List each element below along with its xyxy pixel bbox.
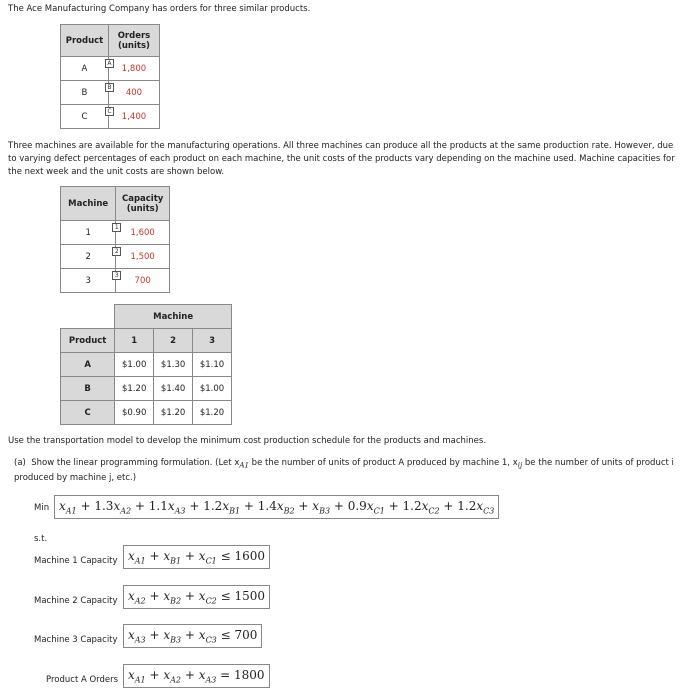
orders-header-orders: Orders (units): [108, 25, 159, 57]
capacity-value-cell: [116, 221, 170, 245]
orders-table: [60, 24, 160, 129]
orders-product-cell: A: [61, 57, 109, 81]
answer-box-icon[interactable]: 2: [112, 247, 121, 256]
table-row: [61, 269, 170, 293]
constraint-label: Machine 1 Capacity: [34, 556, 118, 566]
constraint-input[interactable]: [123, 624, 262, 648]
capacity-value-cell: [116, 269, 170, 293]
constraint-input[interactable]: [123, 664, 270, 688]
cost-header-machine-2: 2: [154, 329, 193, 353]
capacity-value-cell: [116, 245, 170, 269]
capacity-header-capacity: Capacity (units): [116, 187, 170, 221]
part-a-text-1: Show the linear programming formulation. (Let x: [31, 458, 240, 468]
constraint-formula: $x_{A1} + x_{B1} + x_{C1} \le 1600$: [128, 549, 266, 566]
answer-box-icon[interactable]: 1: [112, 223, 121, 232]
constraint-input[interactable]: [123, 545, 270, 569]
table-row: [61, 401, 232, 425]
orders-value: 1,400: [121, 111, 147, 122]
cost-group-header: Machine: [115, 305, 232, 329]
capacity-value: 1,600: [130, 227, 155, 238]
part-a-sub-2: ij: [517, 460, 523, 470]
cost-header-machine-1: 1: [115, 329, 154, 353]
objective-input[interactable]: [54, 495, 499, 519]
answer-box-icon[interactable]: A: [105, 59, 114, 68]
cost-cell: $1.00: [115, 353, 154, 377]
cost-header-machine-3: 3: [193, 329, 232, 353]
capacity-machine-cell: 3: [61, 269, 116, 293]
instruction-text: Use the transportation model to develop the minimum cost production schedule for the products and machines.: [8, 436, 487, 446]
answer-box-icon[interactable]: 3: [112, 271, 121, 280]
cost-cell: $1.00: [193, 377, 232, 401]
cost-table: [60, 304, 232, 425]
cost-header-product: Product: [61, 329, 115, 353]
cost-cell: $1.40: [154, 377, 193, 401]
table-row: [61, 81, 160, 105]
orders-product-cell: B: [61, 81, 109, 105]
cost-cell: $1.30: [154, 353, 193, 377]
objective-formula: $x_{A1} + 1.3x_{A2} + 1.1x_{A3} + 1.2x_{B1} + 1.4x_{B2} + x_{B3} + 0.9x_{C1} + 1.2x_{C2} + 1.2x_{C3}$: [59, 499, 495, 516]
part-a-text-2: be the number of units of product A produced by machine 1, x: [248, 458, 518, 468]
cost-cell: $1.20: [115, 377, 154, 401]
table-row: [61, 353, 232, 377]
table-row: [61, 377, 232, 401]
capacity-machine-cell: 1: [61, 221, 116, 245]
part-a-label: (a): [14, 458, 26, 468]
intro-text: The Ace Manufacturing Company has orders for three similar products.: [8, 4, 311, 14]
capacity-header-machine: Machine: [61, 187, 116, 221]
constraint-label: Machine 2 Capacity: [34, 596, 118, 606]
table-row: [61, 245, 170, 269]
orders-product-cell: C: [61, 105, 109, 129]
min-label: Min: [34, 503, 50, 513]
answer-box-icon[interactable]: C: [105, 107, 114, 116]
cost-corner: [61, 305, 115, 329]
cost-product-cell: B: [61, 377, 115, 401]
capacity-value: 1,500: [130, 251, 155, 262]
constraint-label: Product A Orders: [46, 675, 119, 685]
constraint-formula: $x_{A1} + x_{A2} + x_{A3} = 1800$: [128, 668, 265, 685]
orders-value: 1,800: [121, 63, 147, 74]
orders-value-cell: [108, 81, 159, 105]
constraint-formula: $x_{A3} + x_{B3} + x_{C3} \le 700$: [128, 628, 258, 645]
orders-value-cell: [108, 105, 159, 129]
cost-cell: $1.20: [193, 401, 232, 425]
table-row: [61, 57, 160, 81]
constraint-label: Machine 3 Capacity: [34, 635, 118, 645]
orders-header-product: Product: [61, 25, 109, 57]
cost-product-cell: C: [61, 401, 115, 425]
capacity-machine-cell: 2: [61, 245, 116, 269]
cost-cell: $0.90: [115, 401, 154, 425]
orders-value-cell: [108, 57, 159, 81]
cost-cell: $1.10: [193, 353, 232, 377]
table-row: [61, 221, 170, 245]
cost-product-cell: A: [61, 353, 115, 377]
part-a-text: [14, 457, 682, 485]
part-a-text-3: be the number of units of product i produced by machine j, etc.): [14, 458, 674, 483]
capacity-table: [60, 186, 170, 293]
machines-paragraph: Three machines are available for the manufacturing operations. All three machines can produce all the products at the same production rate. However, due to varying defect percentages of each product on each machine, the unit costs of the products vary depending on the machine used. Machine capacities for the next week and the unit costs are shown below.: [8, 141, 675, 177]
orders-value: 400: [125, 87, 143, 98]
constraint-input[interactable]: [123, 585, 270, 609]
capacity-value: 700: [134, 275, 151, 286]
st-label: s.t.: [34, 534, 48, 544]
constraint-formula: $x_{A2} + x_{B2} + x_{C2} \le 1500$: [128, 589, 266, 606]
cost-cell: $1.20: [154, 401, 193, 425]
part-a-sub-1: A1: [239, 460, 249, 470]
table-row: [61, 105, 160, 129]
answer-box-icon[interactable]: B: [105, 83, 114, 92]
